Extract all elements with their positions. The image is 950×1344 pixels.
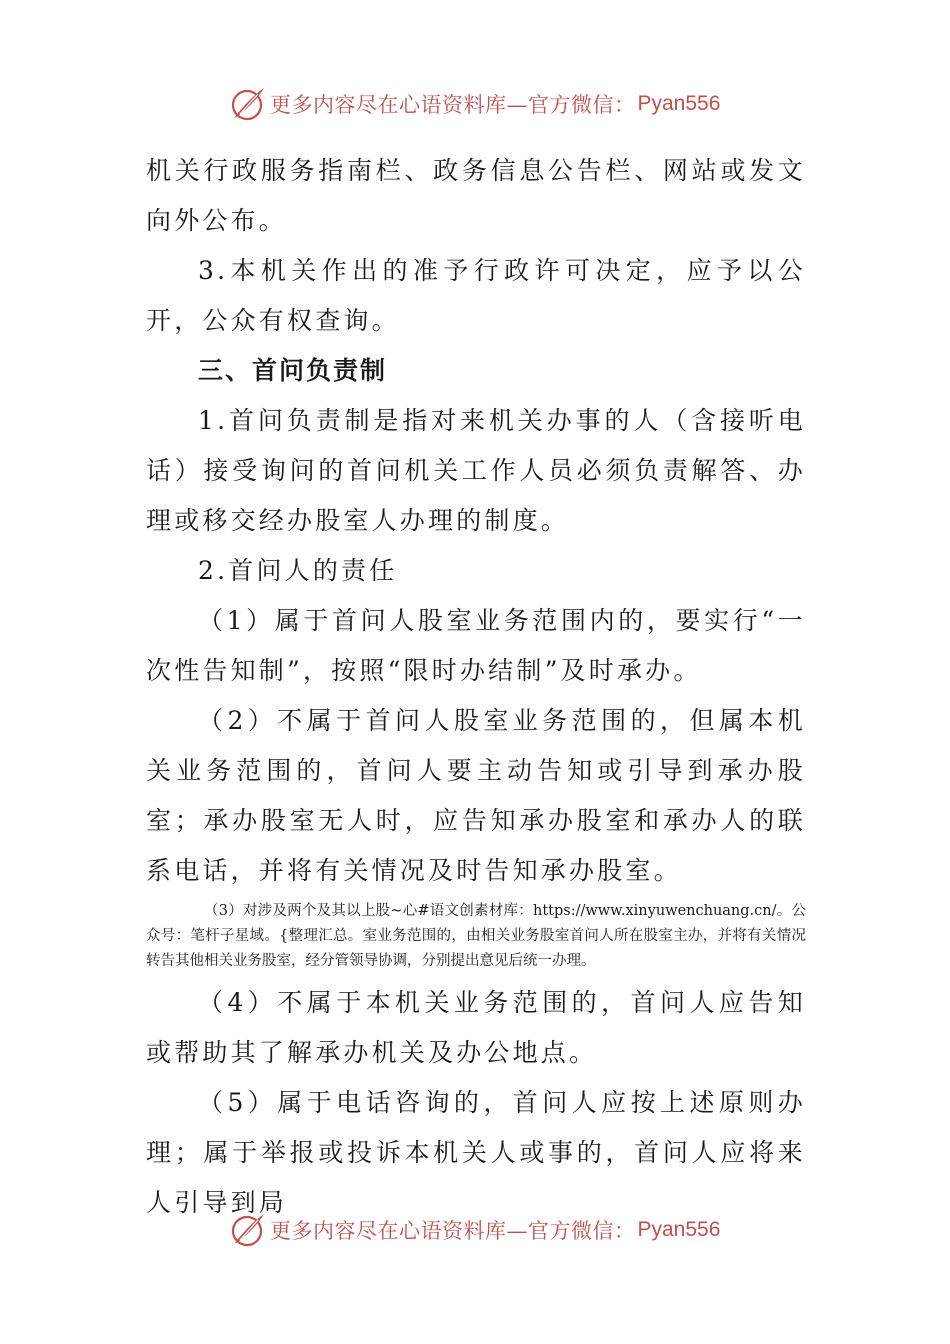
paragraph-responsibility-title: 2.首问人的责任 [198, 556, 398, 585]
paragraph-item-3: （3）对涉及两个及其以上股~心#语文创素材库：https://www.xinyuwenchuang.cn/。公众号：笔杆子星域。{整理汇总。室业务范围的，由相关业务股室首问人所在股室主办，并将有关情况转告其他相关业务股室，经分管领导协调，分别提出意见后统一办理。 [146, 903, 806, 969]
paragraph-item-1: （1）属于首问人股室业务范围内的，要实行“一次性告知制”，按照“限时办结制”及时承办。 [146, 606, 806, 685]
watermark-account: Pyan556 [637, 92, 721, 115]
watermark-text: 更多内容尽在心语资料库—官方微信： [270, 93, 636, 117]
feather-pen-logo-icon [228, 1210, 268, 1250]
document-body [146, 146, 806, 1228]
paragraph-first-inquiry-definition: 1.首问负责制是指对来机关办事的人（含接听电话）接受询问的首问机关工作人员必须负责解答、办理或移交经办股室人办理的制度。 [146, 406, 806, 535]
paragraph-public-decision: 3.本机关作出的准予行政许可决定，应予以公开，公众有权查询。 [146, 256, 806, 335]
section-heading: 三、首问负责制 [198, 356, 388, 385]
paragraph-item-5: （5）属于电话咨询的，首问人应按上述原则办理；属于举报或投诉本机关人或事的，首问人应将来人引导到局 [146, 1088, 806, 1217]
header-watermark [228, 84, 720, 124]
paragraph-item-4: （4）不属于本机关业务范围的，首问人应告知或帮助其了解承办机关及办公地点。 [146, 988, 806, 1067]
paragraph-publication: 机关行政服务指南栏、政务信息公告栏、网站或发文向外公布。 [146, 156, 806, 235]
paragraph-item-2: （2）不属于首问人股室业务范围的，但属本机关业务范围的，首问人要主动告知或引导到承办股室；承办股室无人时，应告知承办股室和承办人的联系电话，并将有关情况及时告知承办股室。 [146, 706, 806, 885]
watermark-account: Pyan556 [637, 1218, 721, 1241]
watermark-text: 更多内容尽在心语资料库—官方微信： [270, 1219, 636, 1243]
footer-watermark [228, 1210, 720, 1250]
feather-pen-logo-icon [228, 84, 268, 124]
